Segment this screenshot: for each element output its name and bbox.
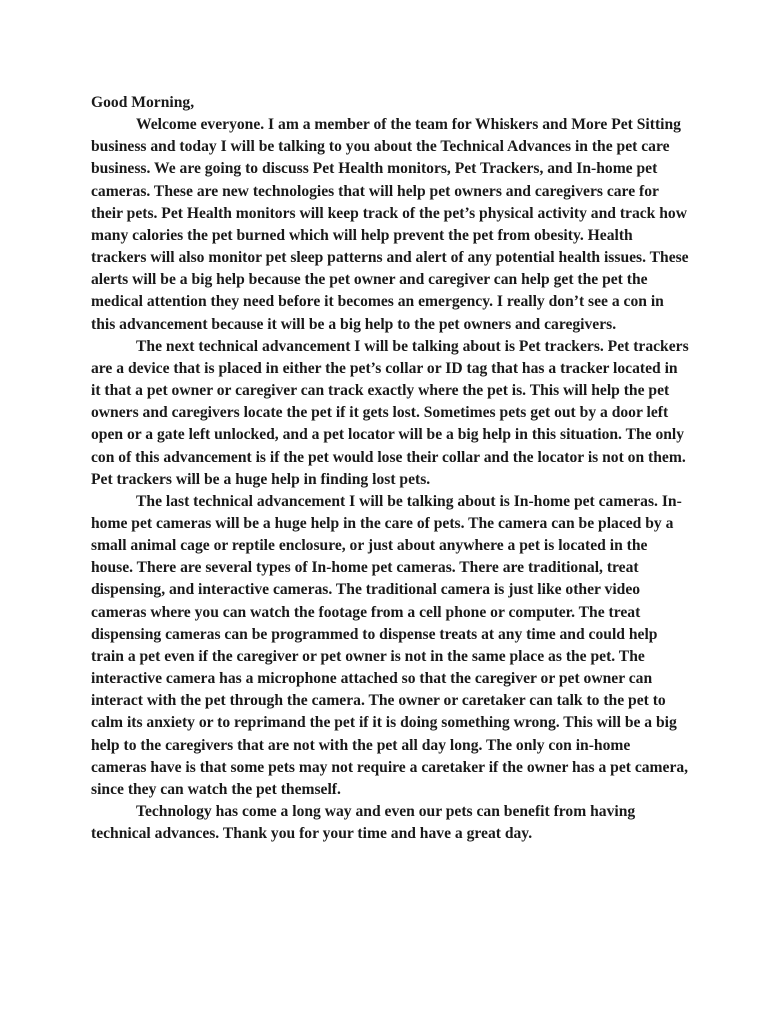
paragraph-pet-cameras: The last technical advancement I will be talking about is In-home pet cameras. In-home pet cameras will be a huge help in the care of pets. The camera can be placed by a small animal cage or reptile enclosure, or just about anywhere a pet is located in the house. There are several types of In-home pet cameras. There are traditional, treat dispensing, and interactive cameras. The traditional camera is just like other video cameras where you can watch the footage from a cell phone or computer. The treat dispensing cameras can be programmed to dispense treats at any time and could help train a pet even if the caregiver or pet owner is not in the same place as the pet. The interactive camera has a microphone attached so that the caregiver or pet owner can interact with the pet through the camera. The owner or caretaker can talk to the pet to calm its anxiety or to reprimand the pet if it is doing something wrong. This will be a big help to the caregivers that are not with the pet all day long. The only con in-home cameras have is that some pets may not require a caretaker if the owner has a pet camera, since they can watch the pet themself. [91, 492, 689, 798]
paragraph-pet-trackers: The next technical advancement I will be talking about is Pet trackers. Pet trackers are a device that is placed in either the pet’s collar or ID tag that has a tracker located in it that a pet owner or caregiver can track exactly where the pet is. This will help the pet owners and caregivers locate the pet if it gets lost. Sometimes pets get out by a door left open or a gate left unlocked, and a pet locator will be a big help in this situation. The only con of this advancement is if the pet would lose their collar and the locator is not on them. Pet trackers will be a huge help in finding lost pets. [91, 337, 689, 488]
document-body [91, 92, 689, 845]
paragraph-intro: Welcome everyone. I am a member of the team for Whiskers and More Pet Sitting business and today I will be talking to you about the Technical Advances in the pet care business. We are going to discuss Pet Health monitors, Pet Trackers, and In-home pet cameras. These are new technologies that will help pet owners and caregivers care for their pets. Pet Health monitors will keep track of the pet’s physical activity and track how many calories the pet burned which will help prevent the pet from obesity. Health trackers will also monitor pet sleep patterns and alert of any potential health issues. These alerts will be a big help because the pet owner and caregiver can help get the pet the medical attention they need before it becomes an emergency. I really don’t see a con in this advancement because it will be a big help to the pet owners and caregivers. [91, 116, 689, 333]
paragraph-closing: Technology has come a long way and even our pets can benefit from having technical advances. Thank you for your time and have a great day. [91, 803, 636, 843]
greeting: Good Morning, [91, 94, 195, 111]
